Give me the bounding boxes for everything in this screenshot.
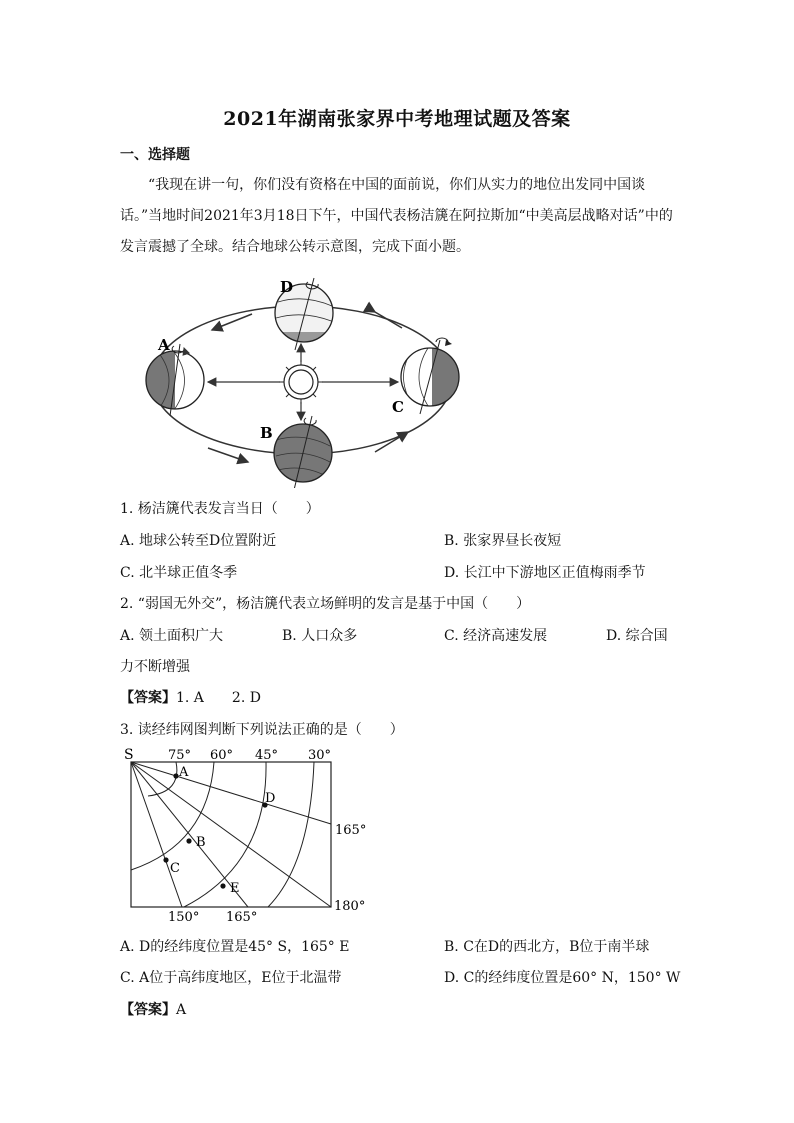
earth-position-c	[401, 338, 462, 414]
lon-label-165-bottom: 165°	[226, 910, 258, 925]
q1-option-c: C. 北半球正值冬季	[120, 565, 238, 581]
lat-label-45: 45°	[255, 748, 279, 763]
label-c: C	[392, 398, 404, 416]
page-title: 2021年湖南张家界中考地理试题及答案	[223, 108, 571, 130]
sun-icon	[279, 360, 323, 404]
answer-1-label: 【答案】	[120, 690, 176, 706]
q1-option-a: A. 地球公转至D位置附近	[120, 533, 277, 549]
earth-position-a	[140, 344, 204, 416]
point-d: D	[265, 791, 276, 806]
q3-option-d: D. C的经纬度位置是60° N，150° W	[444, 970, 681, 986]
earth-revolution-diagram	[140, 270, 470, 488]
q2-option-c: C. 经济高速发展	[444, 628, 548, 644]
point-c: C	[170, 861, 180, 876]
q2-option-a: A. 领土面积广大	[120, 628, 224, 644]
lat-label-60: 60°	[210, 748, 234, 763]
answer-1	[120, 687, 261, 707]
q3-option-b: B. C在D的西北方，B位于南半球	[444, 939, 650, 955]
q3-option-c: C. A位于高纬度地区，E位于北温带	[120, 970, 342, 986]
pole-label: S	[124, 747, 134, 763]
point-a: A	[179, 765, 189, 780]
lon-label-165-right: 165°	[335, 823, 367, 838]
answer-2-label: 【答案】	[120, 1002, 176, 1018]
answer-2	[120, 999, 186, 1019]
label-d: D	[280, 278, 294, 296]
q2-option-d-cont: 力不断增强	[120, 659, 190, 675]
answer-2-text: A	[176, 1002, 187, 1018]
lon-label-180: 180°	[334, 899, 366, 914]
q1-option-d: D. 长江中下游地区正值梅雨季节	[444, 565, 646, 581]
q3-option-a: A. D的经纬度位置是45° S，165° E	[120, 939, 350, 955]
point-b: B	[196, 835, 206, 850]
q2-stem: 2. “弱国无外交”，杨洁篪代表立场鲜明的发言是基于中国（ ）	[120, 596, 531, 612]
label-b: B	[260, 424, 273, 442]
lat-label-75: 75°	[168, 748, 192, 763]
lon-label-150: 150°	[168, 910, 200, 925]
point-e: E	[230, 881, 240, 896]
lat-long-grid-diagram	[118, 744, 378, 930]
q1-stem: 1. 杨洁篪代表发言当日（ ）	[120, 501, 320, 517]
earth-position-b	[270, 416, 336, 488]
lat-label-30: 30°	[308, 748, 332, 763]
intro-paragraph: “我现在讲一句，你们没有资格在中国的面前说，你们从实力的地位出发同中国谈话。”当地时间2021年3月18日下午，中国代表杨洁篪在阿拉斯加“中美高层战略对话”中的发言震撼了全球。结合地球公转示意图，完成下面小题。	[120, 177, 673, 255]
answer-1-text: 1. A 2. D	[176, 690, 261, 706]
q2-option-b: B. 人口众多	[282, 628, 358, 644]
q1-option-b: B. 张家界昼长夜短	[444, 533, 562, 549]
q3-stem: 3. 读经纬网图判断下列说法正确的是（ ）	[120, 722, 404, 738]
section-heading: 一、选择题	[120, 147, 190, 163]
label-a: A	[158, 336, 170, 354]
q2-option-d: D. 综合国	[606, 628, 668, 644]
